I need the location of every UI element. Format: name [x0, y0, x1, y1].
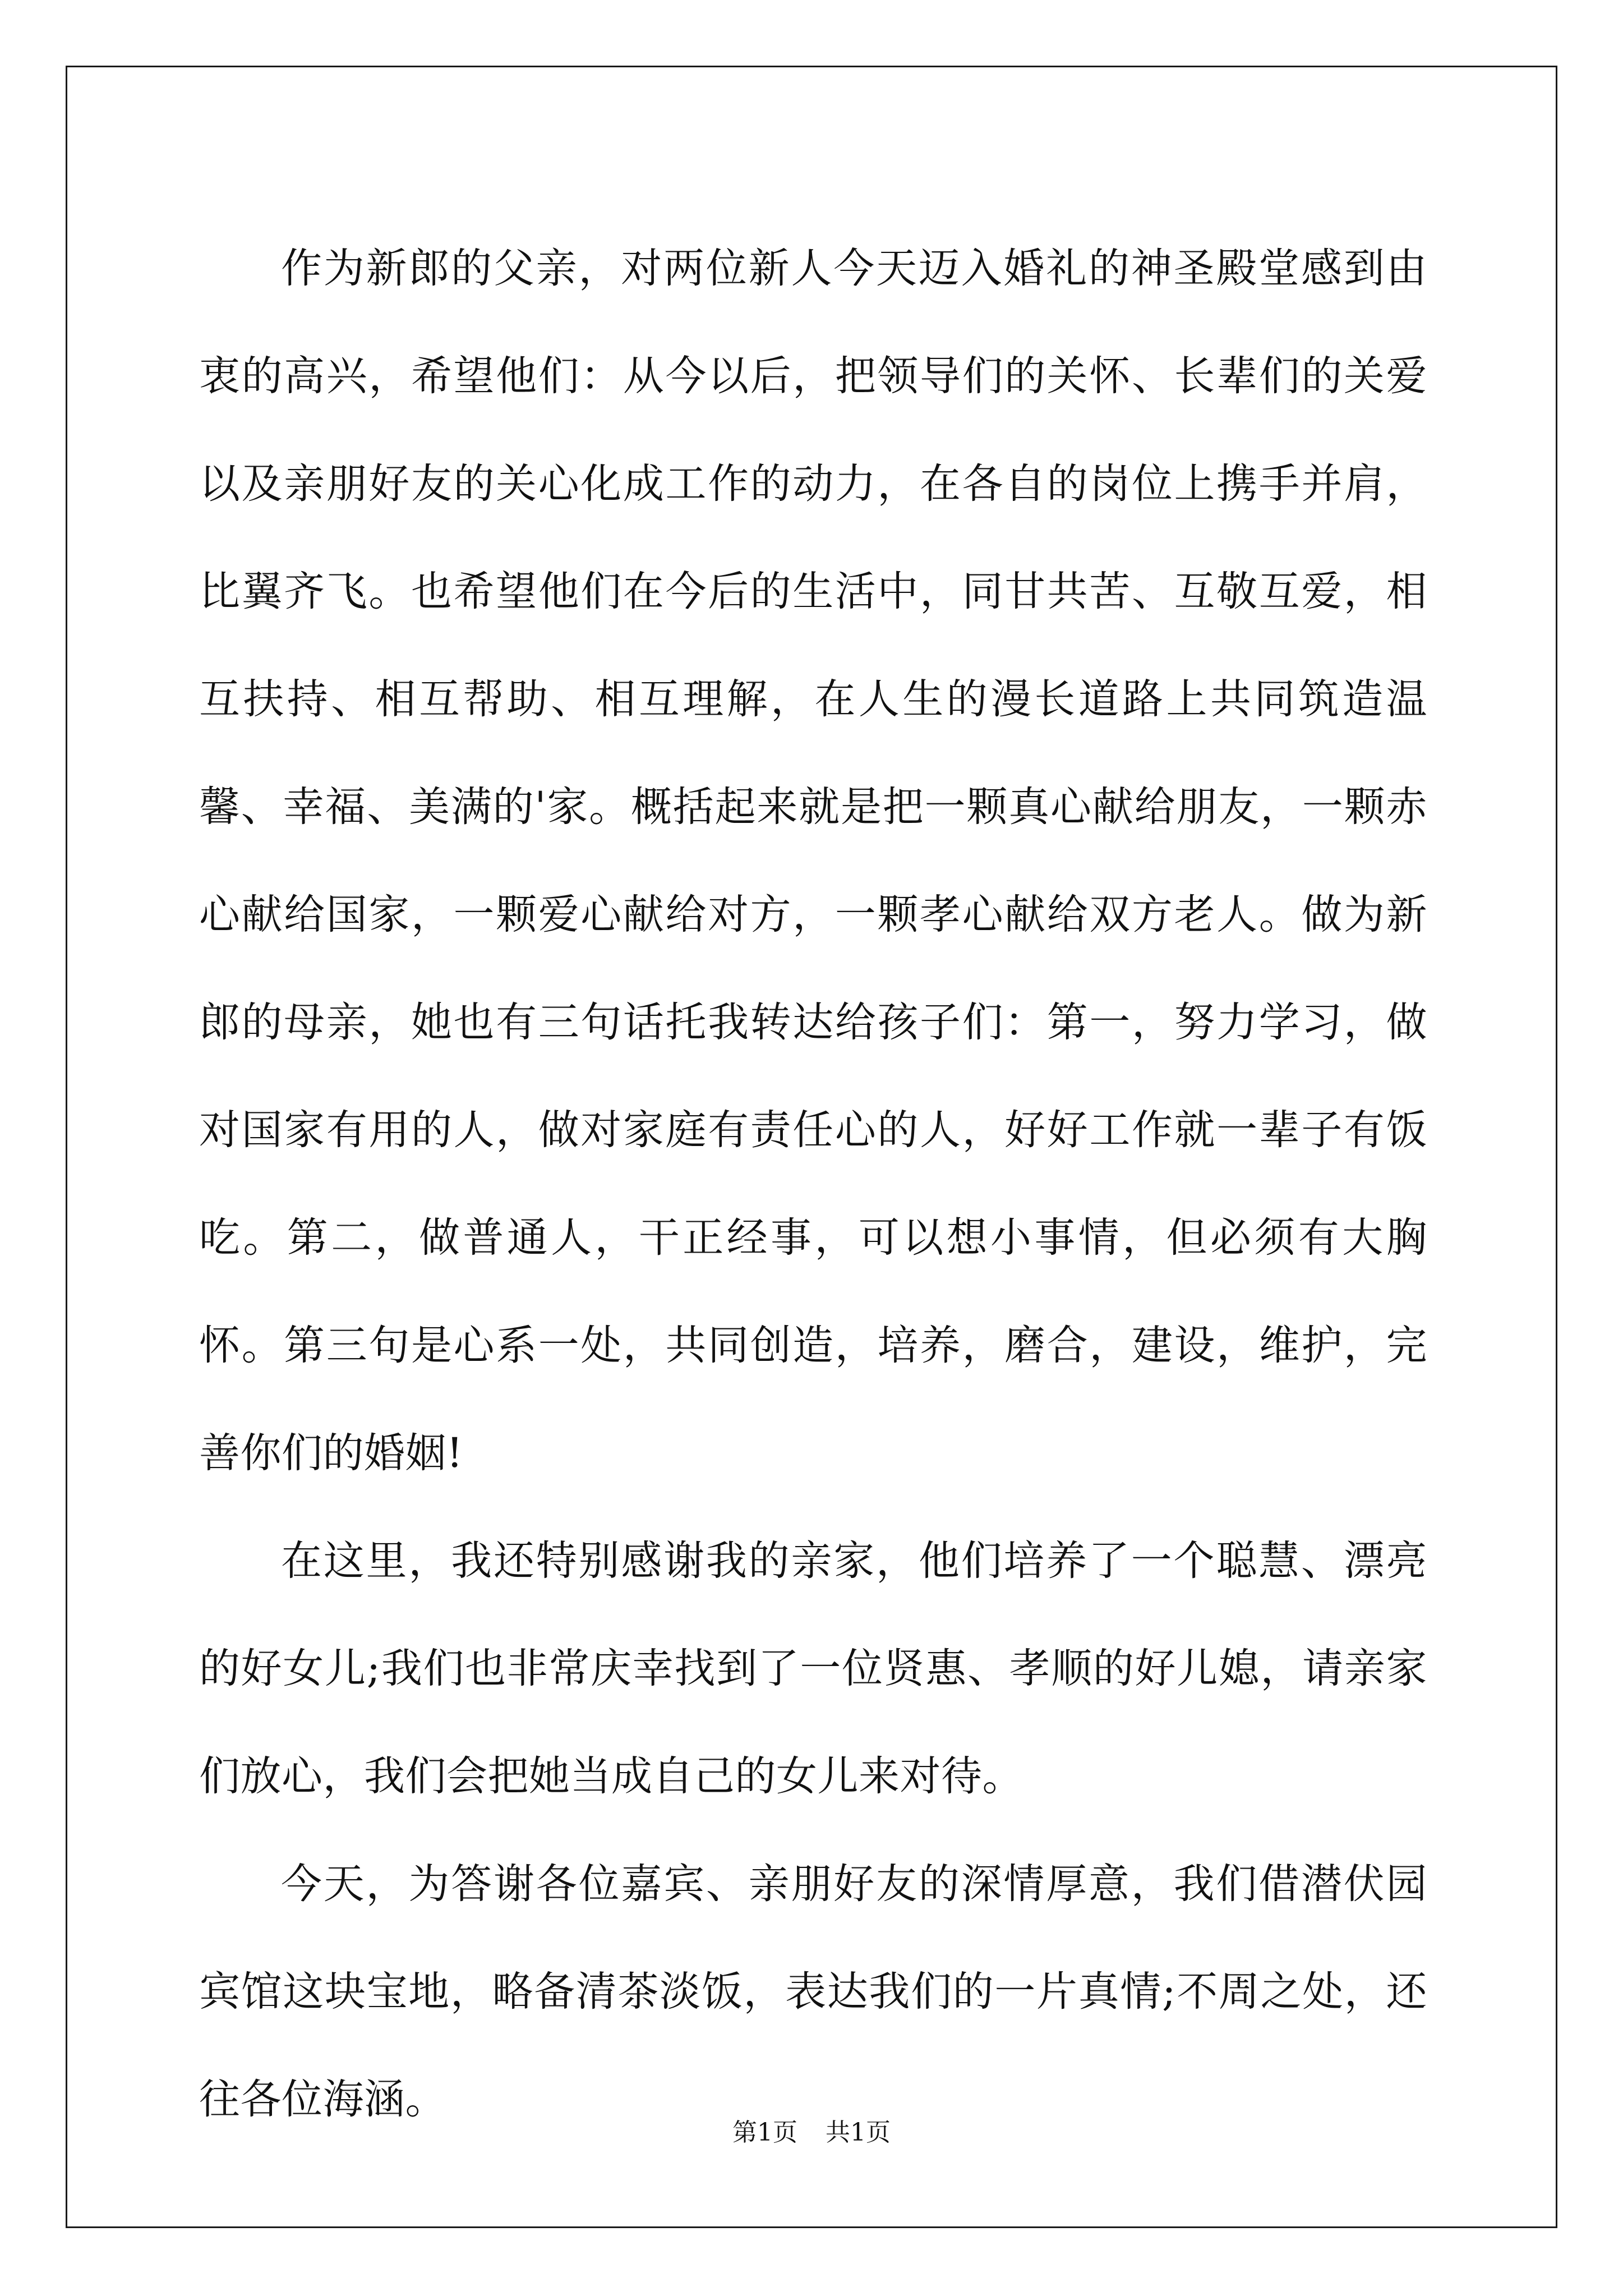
page-number-total: 共1页 — [826, 2118, 891, 2147]
document-body — [199, 215, 1427, 2154]
paragraph-thanks-in-laws: 在这里，我还特别感谢我的亲家，他们培养了一个聪慧、漂亮的好女儿;我们也非常庆幸找到了一位贤惠、孝顺的好儿媳，请亲家们放心，我们会把她当成自己的女儿来对待。 — [199, 1537, 1427, 1800]
paragraph-father-speech: 作为新郎的父亲，对两位新人今天迈入婚礼的神圣殿堂感到由衷的高兴，希望他们：从今以后，把领导们的关怀、长辈们的关爱以及亲朋好友的关心化成工作的动力，在各自的岗位上携手并肩，比翼齐飞。也希望他们在今后的生活中，同甘共苦、互敬互爱，相互扶持、相互帮助、相互理解，在人生的漫长道路上共同筑造温馨、幸福、美满的'家。概括起来就是把一颗真心献给朋友，一颗赤心献给国家，一颗爱心献给对方，一颗孝心献给双方老人。做为新郎的母亲，她也有三句话托我转达给孩子们：第一，努力学习，做对国家有用的人，做对家庭有责任心的人，好好工作就一辈子有饭吃。第二，做普通人，干正经事，可以想小事情，但必须有大胸怀。第三句是心系一处，共同创造，培养，磨合，建设，维护，完善你们的婚姻! — [199, 245, 1427, 1477]
page-footer — [0, 2112, 1623, 2148]
page-number-current: 第1页 — [732, 2118, 797, 2147]
paragraph-thanks-guests: 今天，为答谢各位嘉宾、亲朋好友的深情厚意，我们借潜伏园宾馆这块宝地，略备清茶淡饭，表达我们的一片真情;不周之处，还往各位海涵。 — [199, 1860, 1427, 2123]
